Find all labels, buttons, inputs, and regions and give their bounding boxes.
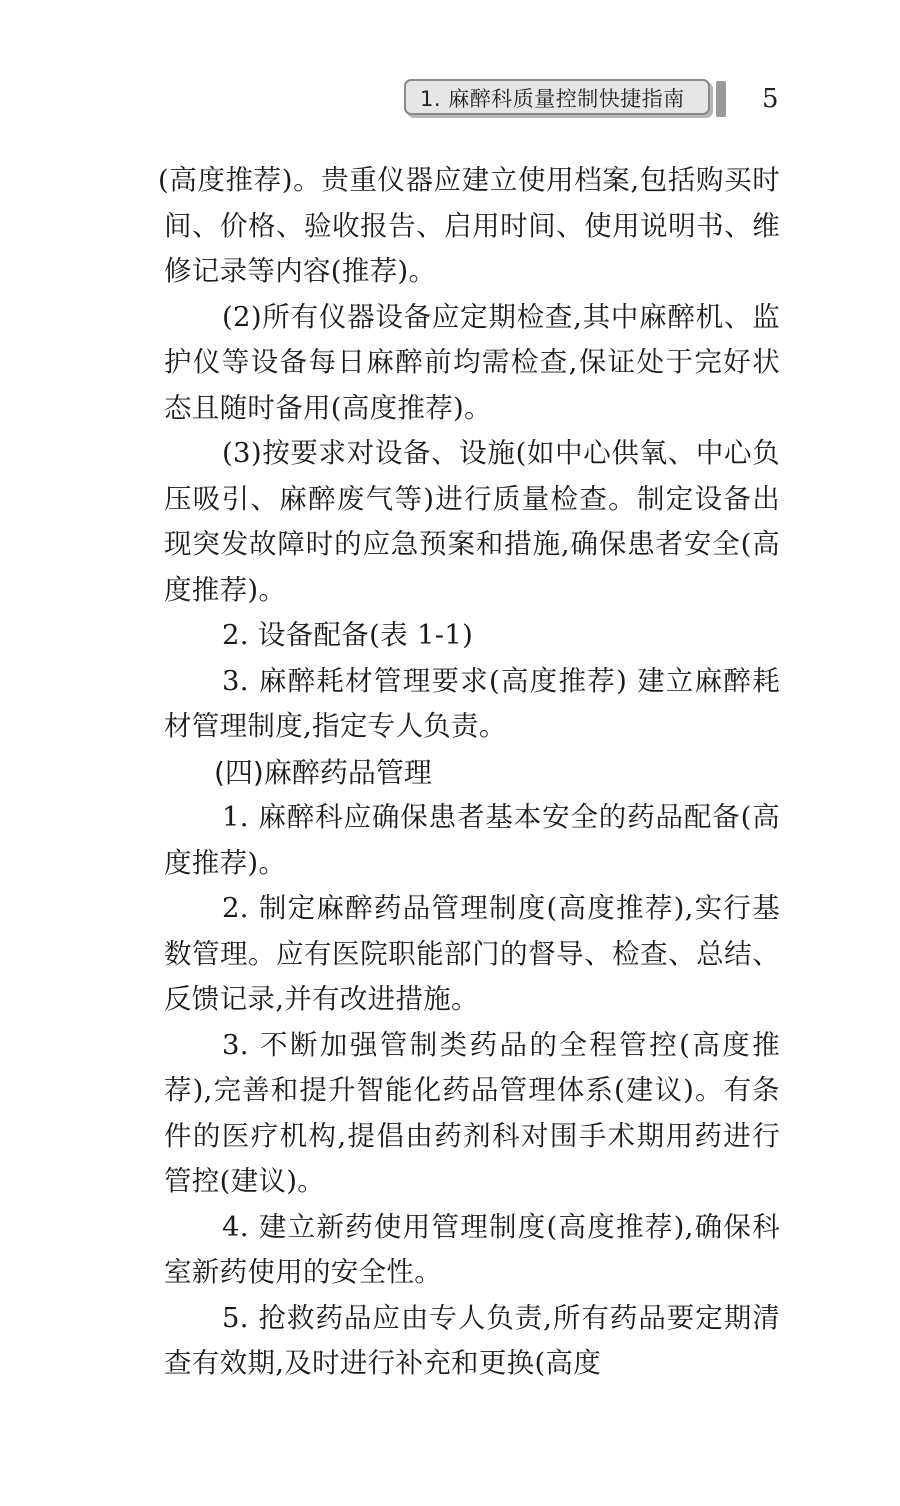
paragraph-item-3: (3)按要求对设备、设施(如中心供氧、中心负压吸引、麻醉废气等)进行质量检查。制定设备出现突发故障时的应急预案和措施,确保患者安全(高度推荐)。 [164, 437, 780, 606]
running-head-tab [404, 79, 710, 115]
running-head [404, 79, 722, 119]
section-heading: (四)麻醉药品管理 [214, 755, 432, 789]
paragraph-drug-4: 4. 建立新药使用管理制度(高度推荐),确保科室新药使用的安全性。 [164, 1210, 780, 1288]
paragraph-equipment: 2. 设备配备(表 1-1) [222, 619, 474, 651]
paragraph-drug-5: 5. 抢救药品应由专人负责,所有药品要定期清查有效期,及时进行补充和更换(高度 [164, 1301, 780, 1379]
running-head-title: 1. 麻醉科质量控制快捷指南 [420, 87, 685, 111]
paragraph-drug-3: 3. 不断加强管制类药品的全程管控(高度推荐),完善和提升智能化药品管理体系(建议)。有条件的医疗机构,提倡由药剂科对围手术期用药进行管控(建议)。 [164, 1028, 780, 1197]
paragraph-consumables: 3. 麻醉耗材管理要求(高度推荐) 建立麻醉耗材管理制度,指定专人负责。 [164, 664, 780, 742]
paragraph-drug-1: 1. 麻醉科应确保患者基本安全的药品配备(高度推荐)。 [164, 801, 780, 879]
page-number: 5 [762, 84, 779, 114]
paragraph-drug-2: 2. 制定麻醉药品管理制度(高度推荐),实行基数管理。应有医院职能部门的督导、检查、总结、反馈记录,并有改进措施。 [164, 892, 780, 1015]
paragraph-continued: (高度推荐)。贵重仪器应建立使用档案,包括购买时间、价格、验收报告、启用时间、使用说明书、维修记录等内容(推荐)。 [158, 164, 780, 287]
running-head-bar [716, 81, 726, 117]
paragraph-item-2: (2)所有仪器设备应定期检查,其中麻醉机、监护仪等设备每日麻醉前均需检查,保证处于完好状态且随时备用(高度推荐)。 [164, 300, 780, 424]
body-text [158, 158, 780, 1387]
